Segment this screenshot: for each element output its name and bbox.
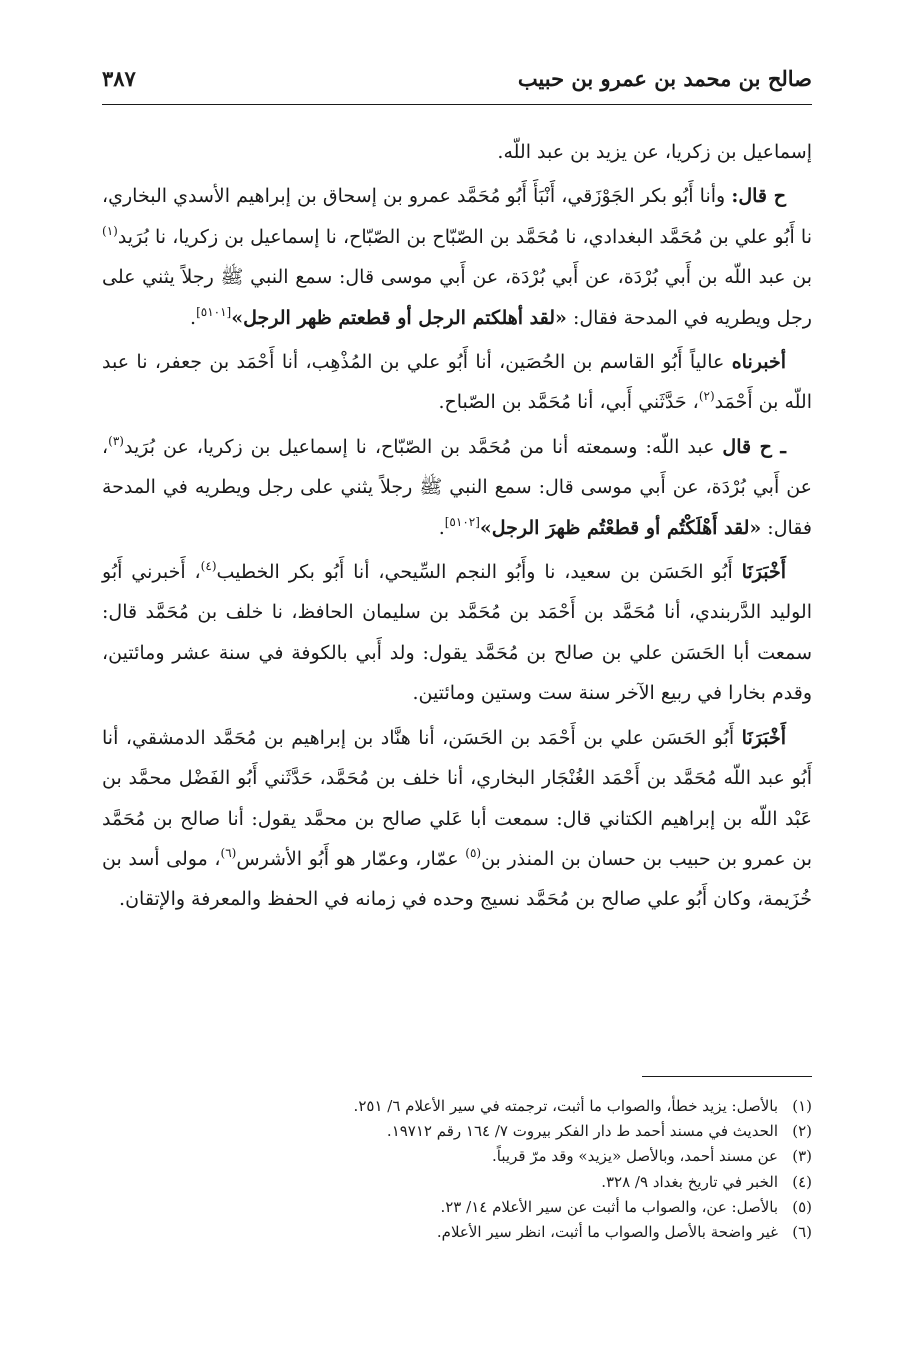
paragraph-isnad-4 [102,552,812,714]
main-text [102,132,812,924]
paragraph-text: ، عن أَبي بُرْدَة، عن أَبي موسى قال: سمع النبي ﷺ رجلاً يثني على رجل ويطريه في المدحة فقال: [102,435,812,539]
paragraph-text: عمّار، وعمّار هو أَبُو الأشرس [236,847,466,870]
paragraph-lead: أَخْبَرَنَا [741,561,786,584]
paragraph-continuation [102,132,812,172]
paragraph-isnad-1 [102,176,812,338]
paragraph-text: أَبُو الحَسَن بن سعيد، نا وأَبُو النجم السِّيحي، أنا أَبُو بكر الخطيب [216,561,742,584]
paragraph-lead: أَخْبَرَنَا [741,726,786,749]
footnote-ref: (٥) [465,845,482,860]
footnote-text: الحديث في مسند أحمد ط دار الفكر بيروت ٧/ ١٦٤ رقم ١٩٧١٢. [386,1122,778,1141]
footnote-item [102,1144,812,1169]
footnote-item [102,1220,812,1245]
footnote-text: غير واضحة بالأصل والصواب ما أثبت، انظر سير الأعلام. [436,1223,778,1242]
footnote-ref: (٢) [698,389,715,404]
footnote-text: بالأصل: يزيد خطأ، والصواب ما أثبت، ترجمته في سير الأعلام ٦/ ٢٥١. [353,1097,778,1115]
footnote-number: (٤) [792,1172,812,1191]
footnote-text: الخبر في تاريخ بغداد ٩/ ٣٢٨. [601,1172,778,1191]
paragraph-text: إسماعيل بن زكريا، عن يزيد بن عبد اللّه. [497,141,812,163]
paragraph-text: . [438,516,445,539]
page-number: ٣٨٧ [102,66,136,91]
paragraph-text: . [190,306,197,329]
footnote-text: عن مسند أحمد، وبالأصل «يزيد» وقد مرّ قريباً. [492,1147,778,1166]
paragraph-isnad-3 [102,427,812,548]
footnote-number: (٦) [792,1223,812,1242]
paragraph-lead: أخبرناه [731,351,786,374]
footnotes [102,1094,812,1245]
paragraph-text: بن عبد اللّه بن أَبي بُرْدَة، عن أَبي بُرْدَة، عن أَبي موسى قال: سمع النبي ﷺ رجلاً يثني على رجل ويطريه في المدحة فقال: [102,266,812,329]
running-title: صالح بن محمد بن عمرو بن حبيب [517,66,812,91]
hadith-quote: «لقد أهلكتم الرجل أو قطعتم ظهر الرجل» [231,306,567,329]
footnote-ref: (٣) [108,433,124,448]
paragraph-text: عبد اللّه: وسمعته أنا من مُحَمَّد بن الصّبّاح، نا إسماعيل بن زكريا، عن بُرَيد [123,435,723,458]
footnote-item [102,1195,812,1220]
footnote-item [102,1170,812,1195]
footnote-separator [642,1076,812,1077]
footnote-text: بالأصل: عن، والصواب ما أثبت عن سير الأعلام ١٤/ ٢٣. [440,1197,778,1216]
paragraph-text: ، حَدَّثَني أَبي، أنا مُحَمَّد بن الصّباح. [438,391,699,414]
running-header [102,62,812,102]
footnote-item [102,1094,812,1119]
footnote-ref: (٤) [200,559,217,574]
hadith-number: [٥١٠٢] [444,514,480,529]
paragraph-isnad-2 [102,342,812,423]
header-rule [102,104,812,105]
paragraph-text: ، أَخبرني أَبُو الوليد الدَّربندي، أنا مُحَمَّد بن أَحْمَد بن مُحَمَّد بن سليمان الحافظ، نا خلف بن مُحَمَّد قال: سمعت أبا الحَسَن علي بن صالح بن مُحَمَّد يقول: ولد أَبي بالكوفة في سنة عشر ومائتين، وقدم بخارا في ربيع الآخر سنة ست وستين ومائتين. [102,561,812,705]
footnote-number: (٣) [792,1147,812,1166]
hadith-number: [٥١٠١] [196,304,232,319]
paragraph-isnad-5 [102,718,812,920]
footnote-ref: (١) [102,223,118,238]
footnote-ref: (٦) [220,845,237,860]
paragraph-text: عالياً أَبُو القاسم بن الحُصَين، أنا أَبُو علي بن المُذْهِب، أنا أَحْمَد بن جعفر، نا عبد اللّه بن أَحْمَد [102,351,812,414]
paragraph-text: وأنا أَبُو بكر الجَوْزَقي، أَنْبَأَ أَبُو مُحَمَّد عمرو بن إسحاق بن إبراهيم الأسدي البخاري، نا أَبُو علي بن مُحَمَّد البغدادي، نا مُحَمَّد بن الصّبّاح بن الصّبّاح، نا إسماعيل بن زكريا، نا بُرَيد [102,185,812,248]
footnote-item [102,1119,812,1144]
paragraph-text: ، مولى أسد بن خُزَيمة، وكان أَبُو علي صالح بن مُحَمَّد نسيج وحده في زمانه في الحفظ والمعرفة والإتقان. [102,847,812,911]
paragraph-lead: ـ ح قال [722,435,786,458]
paragraph-text: أَبُو الحَسَن علي بن أَحْمَد بن الحَسَن، أنا هنَّاد بن إبراهيم بن مُحَمَّد الدمشقي، أنا أَبُو عبد اللّه مُحَمَّد بن أَحْمَد الغُنْجَار البخاري، أنا خلف بن مُحَمَّد، حَدَّثَني أَبُو الفَضْل محمَّد بن عَبْد اللّه بن إبراهيم الكتاني قال: سمعت أبا عَلي صالح بن محمَّد يقول: أنا صالح بن مُحَمَّد بن عمرو بن حبيب بن حسان بن المنذر بن [102,726,813,870]
footnote-number: (٥) [792,1197,812,1216]
paragraph-lead: ح قال: [731,185,786,208]
footnote-number: (١) [792,1097,812,1115]
hadith-quote: «لقد أَهْلَكْتُم أو قطعْتُم ظهرَ الرجل» [479,516,762,539]
footnote-number: (٢) [792,1122,812,1141]
